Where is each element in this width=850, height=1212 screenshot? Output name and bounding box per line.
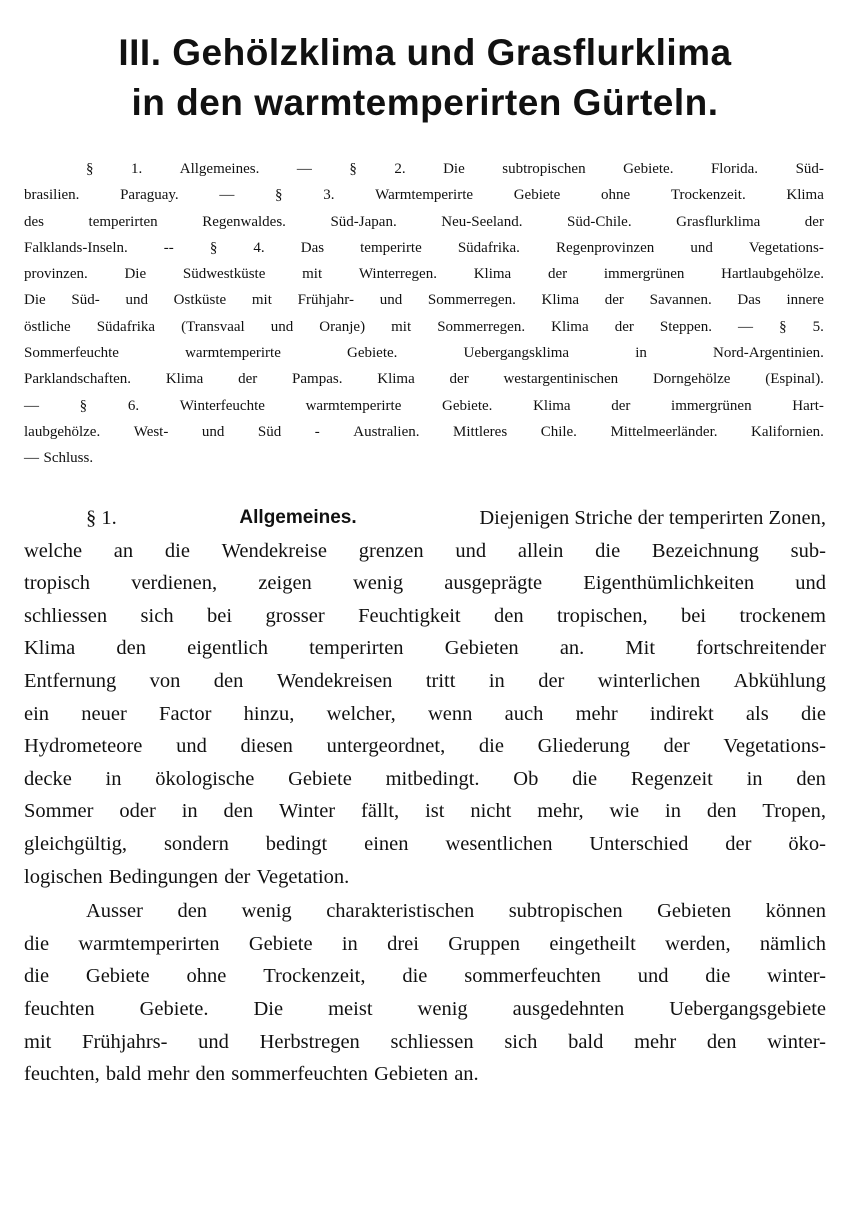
- body-line: welche an die Wendekreise grenzen und allein die Bezeichnung sub-: [24, 539, 826, 562]
- contents-line: § 1. Allgemeines. — § 2. Die subtropischen Gebiete. Florida. Süd-: [86, 161, 824, 177]
- body-line: Ausser den wenig charakteristischen subtropischen Gebieten können: [86, 900, 826, 923]
- body-line: Hydrometeore und diesen untergeordnet, die Gliederung der Vegetations-: [24, 735, 826, 758]
- section-1-body: [24, 502, 826, 1091]
- contents-line: Parklandschaften. Klima der Pampas. Klima der westargentinischen Dorngehölze (Espinal).: [24, 371, 824, 388]
- body-line: Sommer oder in den Winter fällt, ist nicht mehr, wie in den Tropen,: [24, 800, 826, 823]
- contents-line: Sommerfeuchte warmtemperirte Gebiete. Uebergangsklima in Nord-Argentinien.: [24, 345, 824, 362]
- contents-line: östliche Südafrika (Transvaal und Oranje) mit Sommerregen. Klima der Steppen. — § 5.: [24, 318, 824, 335]
- chapter-contents-summary: [24, 156, 824, 472]
- body-line: Klima den eigentlich temperirten Gebieten an. Mit fortschreitender: [24, 637, 826, 660]
- body-line: tropisch verdienen, zeigen wenig ausgeprägte Eigenthümlichkeiten und: [24, 572, 826, 595]
- section-first-line-text: Diejenigen Striche der temperirten Zonen,: [479, 507, 826, 529]
- section-heading: Allgemeines.: [239, 507, 357, 528]
- body-line: feuchten Gebiete. Die meist wenig ausgedehnten Uebergangsgebiete: [24, 997, 826, 1020]
- body-line: schliessen sich bei grosser Feuchtigkeit den tropischen, bei trockenem: [24, 604, 826, 627]
- contents-line: — Schluss.: [24, 450, 94, 467]
- body-line: ein neuer Factor hinzu, welcher, wenn auch mehr indirekt als die: [24, 702, 826, 725]
- contents-line: des temperirten Regenwaldes. Süd-Japan. Neu-Seeland. Süd-Chile. Grasflurklima der: [24, 213, 824, 230]
- contents-line: Die Süd- und Ostküste mit Frühjahr- und Sommerregen. Klima der Savannen. Das innere: [24, 292, 824, 309]
- chapter-title: [0, 28, 850, 128]
- body-line: gleichgültig, sondern bedingt einen wesentlichen Unterschied der öko-: [24, 832, 826, 855]
- contents-line: provinzen. Die Südwestküste mit Winterregen. Klima der immergrünen Hartlaubgehölze.: [24, 266, 824, 283]
- body-line: die Gebiete ohne Trockenzeit, die sommerfeuchten und die winter-: [24, 965, 826, 988]
- body-line: logischen Bedingungen der Vegetation.: [24, 865, 350, 888]
- contents-line: — § 6. Winterfeuchte warmtemperirte Gebiete. Klima der immergrünen Hart-: [24, 397, 824, 414]
- body-line: Entfernung von den Wendekreisen tritt in der winterlichen Abkühlung: [24, 669, 826, 692]
- body-line: decke in ökologische Gebiete mitbedingt. Ob die Regenzeit in den: [24, 767, 826, 790]
- paragraph-2: [24, 895, 826, 1091]
- contents-line: Falklands-Inseln. -- § 4. Das temperirte Südafrika. Regenprovinzen und Vegetations-: [24, 239, 824, 256]
- body-line: feuchten, bald mehr den sommerfeuchten Gebieten an.: [24, 1063, 479, 1086]
- section-1-first-line: [24, 502, 826, 535]
- body-line: die warmtemperirten Gebiete in drei Gruppen eingetheilt werden, nämlich: [24, 932, 826, 955]
- chapter-title-line-2: in den warmtemperirten Gürteln.: [131, 82, 719, 123]
- chapter-title-line-1: III. Gehölzklima und Grasflurklima: [118, 32, 732, 73]
- contents-line: brasilien. Paraguay. — § 3. Warmtemperirte Gebiete ohne Trockenzeit. Klima: [24, 187, 824, 204]
- body-line: mit Frühjahrs- und Herbstregen schliessen sich bald mehr den winter-: [24, 1030, 826, 1053]
- section-marker: § 1.: [86, 507, 117, 529]
- contents-line: laubgehölze. West- und Süd - Australien. Mittleres Chile. Mittelmeerländer. Kalifornien.: [24, 423, 824, 440]
